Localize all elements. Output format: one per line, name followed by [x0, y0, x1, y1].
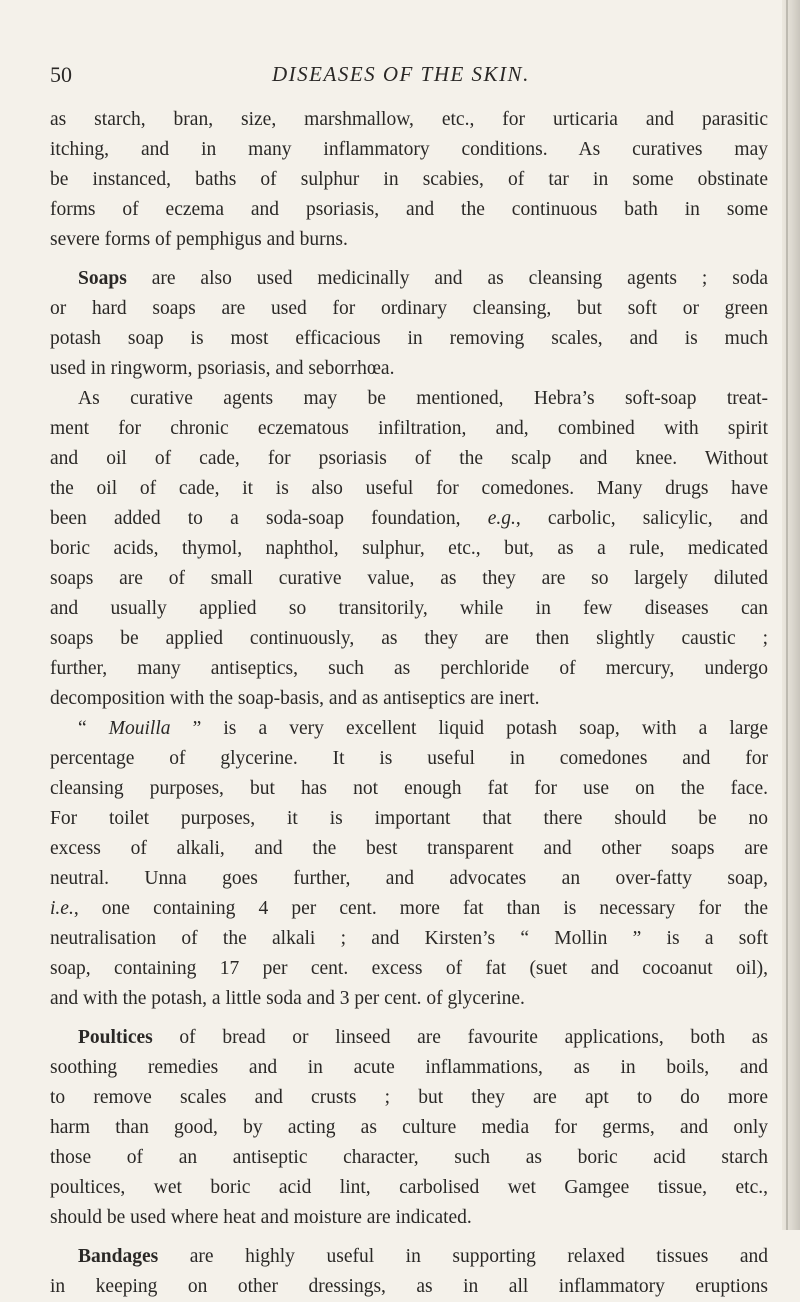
italic-eg: e.g.	[487, 508, 516, 529]
text-line: those of an antiseptic character, such as boric acid starch	[50, 1147, 768, 1168]
text-line	[50, 504, 768, 534]
text-line: as starch, bran, size, marshmallow, etc., for urticaria and parasitic	[50, 109, 768, 130]
text-line: further, many antiseptics, such as perchloride of mercury, undergo	[50, 658, 768, 679]
text-run: , carbolic, salicylic, and	[515, 508, 768, 529]
text-line: itching, and in many inflammatory conditions. As curatives may	[50, 139, 768, 160]
page-edge-line	[786, 0, 788, 1230]
running-head	[0, 62, 800, 92]
text-line: cleansing purposes, but has not enough fat for use on the face.	[50, 778, 768, 799]
text-line: harm than good, by acting as culture media for germs, and only	[50, 1117, 768, 1138]
text-run: are highly useful in supporting relaxed tissues and	[158, 1246, 768, 1267]
page-number: 50	[50, 62, 72, 87]
text-line: soothing remedies and in acute inflammations, as in boils, and	[50, 1057, 768, 1078]
italic-mouilla: Mouilla	[108, 718, 171, 739]
text-run: are also used medicinally and as cleansing agents ; soda	[126, 268, 768, 289]
text-line: decomposition with the soap-basis, and as antiseptics are inert.	[50, 688, 540, 709]
text-line: used in ringworm, psoriasis, and seborrhœa.	[50, 358, 395, 379]
text-line	[50, 1023, 768, 1053]
text-run: ” is a very excellent liquid potash soap, with a large	[170, 718, 768, 739]
text-line: severe forms of pemphigus and burns.	[50, 229, 348, 250]
text-run: been added to a soda-soap foundation,	[50, 508, 488, 529]
text-line: boric acids, thymol, naphthol, sulphur, etc., but, as a rule, medicated	[50, 538, 768, 559]
text-line: in keeping on other dressings, as in all inflammatory eruptions	[50, 1276, 768, 1297]
text-line: or hard soaps are used for ordinary cleansing, but soft or green	[50, 298, 768, 319]
text-line	[50, 264, 768, 294]
section-heading-soaps: Soaps	[78, 268, 127, 289]
text-line: should be used where heat and moisture are indicated.	[50, 1207, 472, 1228]
text-line: excess of alkali, and the best transparent and other soaps are	[50, 838, 768, 859]
text-run: of bread or linseed are favourite applications, both as	[152, 1027, 768, 1048]
text-line: ment for chronic eczematous infiltration, and, combined with spirit	[50, 418, 768, 439]
text-line: and with the potash, a little soda and 3 per cent. of glycerine.	[50, 988, 525, 1009]
text-line: and oil of cade, for psoriasis of the scalp and knee. Without	[50, 448, 768, 469]
text-line	[50, 714, 768, 744]
text-line: poultices, wet boric acid lint, carbolised wet Gamgee tissue, etc.,	[50, 1177, 768, 1198]
text-line: neutral. Unna goes further, and advocates an over-fatty soap,	[50, 868, 768, 889]
text-line	[50, 894, 768, 924]
italic-ie: i.e.	[50, 898, 74, 919]
text-line: the oil of cade, it is also useful for comedones. Many drugs have	[50, 478, 768, 499]
text-line: and usually applied so transitorily, while in few diseases can	[50, 598, 768, 619]
text-line: be instanced, baths of sulphur in scabies, of tar in some obstinate	[50, 169, 768, 190]
text-run: , one containing 4 per cent. more fat than is necessary for the	[73, 898, 768, 919]
text-line: potash soap is most efficacious in removing scales, and is much	[50, 328, 768, 349]
text-line: neutralisation of the alkali ; and Kirsten’s “ Mollin ” is a soft	[50, 928, 768, 949]
text-line: forms of eczema and psoriasis, and the continuous bath in some	[50, 199, 768, 220]
text-line: to remove scales and crusts ; but they are apt to do more	[50, 1087, 768, 1108]
text-line: soap, containing 17 per cent. excess of fat (suet and cocoanut oil),	[50, 958, 768, 979]
page-edge-shadow	[782, 0, 800, 1230]
text-run: “	[78, 718, 109, 739]
text-line: As curative agents may be mentioned, Hebra’s soft-soap treat-	[78, 388, 768, 409]
running-title: DISEASES OF THE SKIN.	[272, 62, 530, 86]
section-heading-bandages: Bandages	[78, 1246, 159, 1267]
text-line: For toilet purposes, it is important that there should be no	[50, 808, 768, 829]
text-line: percentage of glycerine. It is useful in comedones and for	[50, 748, 768, 769]
body-text	[50, 105, 768, 1302]
text-line	[50, 1242, 768, 1272]
section-heading-poultices: Poultices	[78, 1027, 153, 1048]
text-line: soaps are of small curative value, as they are so largely diluted	[50, 568, 768, 589]
text-line: soaps be applied continuously, as they are then slightly caustic ;	[50, 628, 768, 649]
